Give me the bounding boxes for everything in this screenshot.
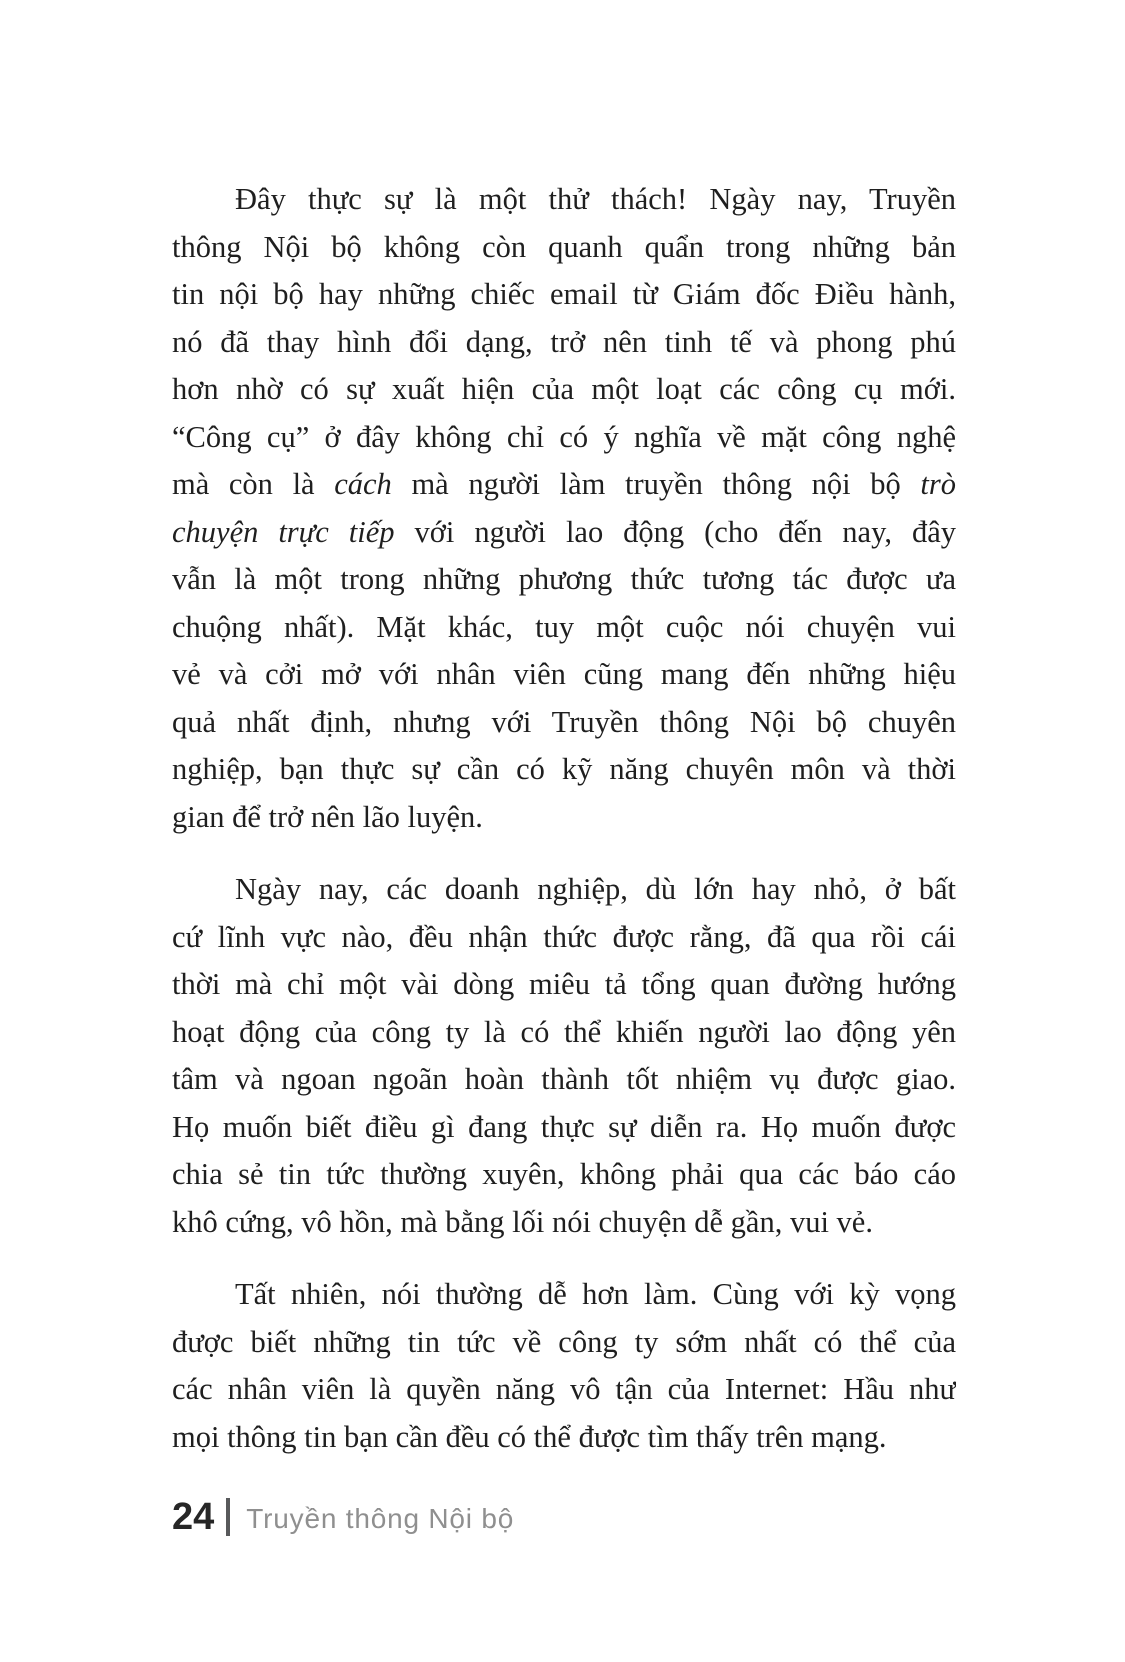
paragraph bbox=[172, 176, 956, 841]
text-line bbox=[172, 176, 956, 224]
text-line bbox=[172, 1199, 956, 1247]
italic-text-segment: trò bbox=[920, 467, 956, 501]
text-line bbox=[172, 1414, 956, 1462]
text-line bbox=[172, 604, 956, 652]
text-line bbox=[172, 699, 956, 747]
text-segment: “Công cụ” ở đây không chỉ có ý nghĩa về mặt công nghệ bbox=[172, 419, 956, 454]
text-line bbox=[172, 961, 956, 1009]
text-segment: mà người làm truyền thông nội bộ bbox=[391, 467, 921, 501]
body-text bbox=[172, 176, 956, 1461]
text-segment: Tất nhiên, nói thường dễ hơn làm. Cùng với kỳ vọng bbox=[235, 1277, 956, 1311]
text-line bbox=[172, 1104, 956, 1152]
text-segment: các nhân viên là quyền năng vô tận của Internet: Hầu như bbox=[172, 1372, 956, 1406]
paragraph bbox=[172, 866, 956, 1246]
text-segment: Đây thực sự là một thử thách! Ngày nay, Truyền bbox=[235, 182, 956, 216]
text-segment: Ngày nay, các doanh nghiệp, dù lớn hay nhỏ, ở bất bbox=[235, 872, 956, 906]
text-line bbox=[172, 319, 956, 367]
italic-text-segment: cách bbox=[334, 467, 392, 501]
text-line bbox=[172, 556, 956, 604]
text-line bbox=[172, 1151, 956, 1199]
text-segment: nó đã thay hình đổi dạng, trở nên tinh tế và phong phú bbox=[172, 324, 956, 359]
text-line bbox=[172, 866, 956, 914]
text-line bbox=[172, 914, 956, 962]
text-line bbox=[172, 461, 956, 509]
text-segment: mọi thông tin bạn cần đều có thể được tìm thấy trên mạng. bbox=[172, 1419, 887, 1454]
text-line bbox=[172, 1056, 956, 1104]
book-title: Truyền thông Nội bộ bbox=[246, 1503, 515, 1534]
page-number: 24 bbox=[172, 1496, 215, 1538]
text-line bbox=[172, 794, 956, 842]
text-segment: gian để trở nên lão luyện. bbox=[172, 799, 483, 834]
text-segment: quả nhất định, nhưng với Truyền thông Nội bộ chuyên bbox=[172, 704, 956, 739]
text-segment: thời mà chỉ một vài dòng miêu tả tổng quan đường hướng bbox=[172, 967, 956, 1001]
text-segment: khô cứng, vô hồn, mà bằng lối nói chuyện dễ gần, vui vẻ. bbox=[172, 1204, 873, 1239]
text-line bbox=[172, 1271, 956, 1319]
text-segment: nghiệp, bạn thực sự cần có kỹ năng chuyên môn và thời bbox=[172, 752, 956, 786]
text-segment: tâm và ngoan ngoãn hoàn thành tốt nhiệm vụ được giao. bbox=[172, 1062, 956, 1096]
footer-divider bbox=[226, 1498, 230, 1536]
text-segment: được biết những tin tức về công ty sớm nhất có thể của bbox=[172, 1324, 956, 1359]
text-line bbox=[172, 1366, 956, 1414]
text-line bbox=[172, 509, 956, 557]
text-segment: chuộng nhất). Mặt khác, tuy một cuộc nói chuyện vui bbox=[172, 609, 956, 644]
italic-text-segment: chuyện trực tiếp bbox=[172, 514, 395, 549]
page-footer bbox=[172, 1498, 514, 1536]
text-segment: vẻ và cởi mở với nhân viên cũng mang đến những hiệu bbox=[172, 657, 956, 691]
text-segment: với người lao động (cho đến nay, đây bbox=[394, 514, 956, 549]
paragraph bbox=[172, 1271, 956, 1461]
text-line bbox=[172, 366, 956, 414]
text-segment: hoạt động của công ty là có thể khiến người lao động yên bbox=[172, 1014, 956, 1049]
text-segment: mà còn là bbox=[172, 467, 335, 501]
text-segment: vẫn là một trong những phương thức tương tác được ưa bbox=[172, 562, 956, 596]
text-segment: tin nội bộ hay những chiếc email từ Giám đốc Điều hành, bbox=[172, 277, 956, 311]
text-line bbox=[172, 746, 956, 794]
text-segment: thông Nội bộ không còn quanh quẩn trong những bản bbox=[172, 229, 956, 264]
text-line bbox=[172, 1009, 956, 1057]
text-segment: Họ muốn biết điều gì đang thực sự diễn ra. Họ muốn được bbox=[172, 1109, 956, 1144]
text-line bbox=[172, 414, 956, 462]
text-line bbox=[172, 271, 956, 319]
text-segment: chia sẻ tin tức thường xuyên, không phải qua các báo cáo bbox=[172, 1157, 956, 1191]
text-line bbox=[172, 651, 956, 699]
text-line bbox=[172, 224, 956, 272]
text-segment: cứ lĩnh vực nào, đều nhận thức được rằng, đã qua rồi cái bbox=[172, 919, 956, 954]
text-segment: hơn nhờ có sự xuất hiện của một loạt các công cụ mới. bbox=[172, 372, 956, 406]
text-line bbox=[172, 1319, 956, 1367]
